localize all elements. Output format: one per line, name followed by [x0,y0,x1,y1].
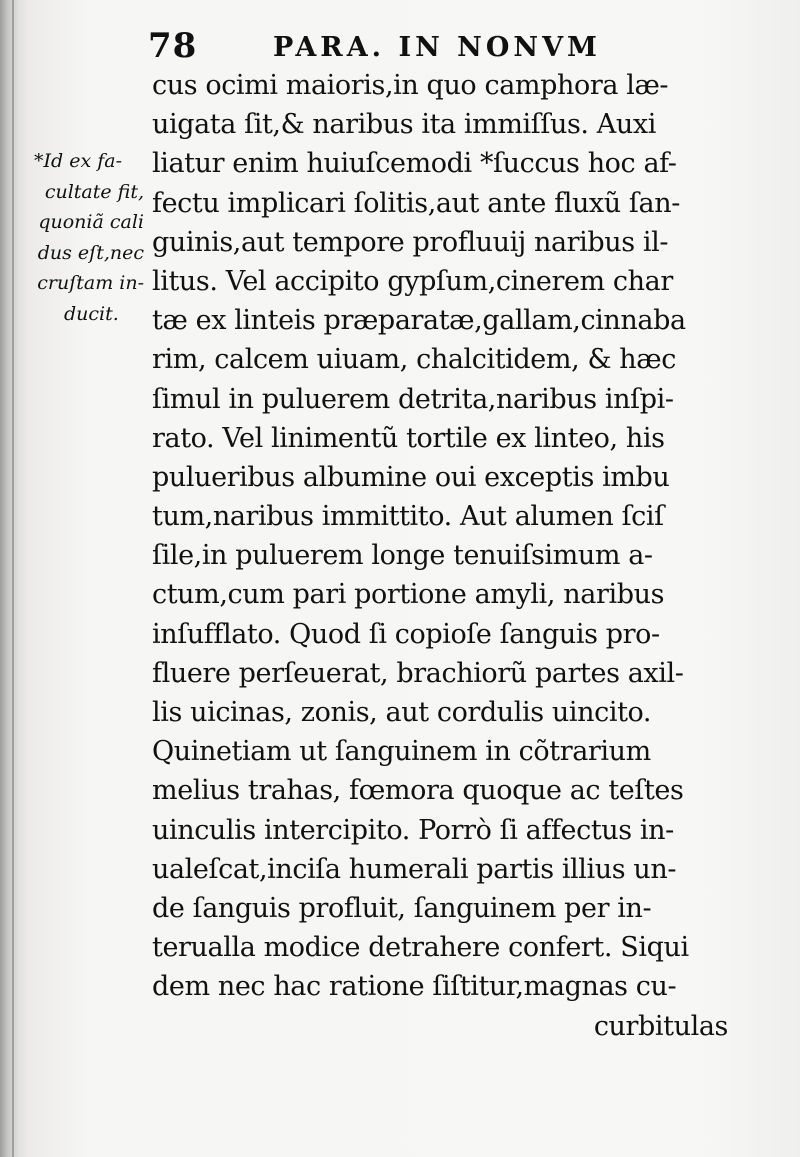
marginal-note-line: ducit. [64,302,119,325]
text-line: ctum,cum pari portione amyli, naribus [152,579,665,611]
text-line: rim, calcem uiuam, chalcitidem, & hæc [152,344,676,376]
text-line: tum,naribus immittito. Aut alumen ſciſ [152,501,664,533]
page-header [148,26,668,70]
text-line: melius trahas, fœmora quoque ac teſtes [152,775,684,807]
text-line: guinis,aut tempore profluuij naribus il- [152,226,669,258]
body-text [152,66,742,1046]
text-line: tæ ex linteis præparatæ,gallam,cinnaba [152,305,686,337]
text-line: uinculis intercipito. Porrò ſi affectus in- [152,814,674,846]
text-line: terualla modice detrahere confert. Siqui [152,932,689,964]
text-line: lis uicinas, zonis, aut cordulis uincito. [152,697,652,728]
text-line: litus. Vel accipito gypſum,cinerem char [152,265,673,297]
text-line: pulueribus albumine oui exceptis imbu [152,461,670,493]
text-line: de ſanguis profluit, ſanguinem per in- [152,892,652,924]
text-line: dem nec hac ratione ſiſtitur,magnas cu- [152,971,677,1003]
marginal-note-line: quoniã cali [38,211,144,233]
running-head: PARA. IN NONVM [273,32,601,63]
text-line: rato. Vel linimentũ tortile ex linteo, his [152,422,665,454]
text-line: fluere perſeuerat, brachiorũ partes axil- [152,657,684,689]
catchword-line: curbitulas [593,1010,728,1042]
text-line: inſufflato. Quod ſi copioſe ſanguis pro- [152,618,660,650]
text-line: fectu implicari ſolitis,aut ante fluxũ ſan- [152,187,680,219]
text-line: ſimul in puluerem detrita,naribus inſpi- [152,383,674,415]
gutter-edge-line [12,0,14,1157]
text-line: cus ocimi maioris,in quo camphora læ- [152,70,669,101]
marginal-note-line: *Id ex fa- [34,150,122,172]
text-line: uigata ſit,& naribus ita immiſſus. Auxi [152,109,656,141]
marginal-note [16,146,144,329]
page-number: 78 [148,26,198,66]
marginal-note-line: dus eſt,nec [37,241,144,264]
text-line: liatur enim huiuſcemodi *ſuccus hoc af- [152,148,677,180]
marginal-note-line: cruſtam in- [37,272,144,294]
text-line: ſile,in puluerem longe tenuiſsimum a- [152,540,653,572]
text-line: ualeſcat,inciſa humerali partis illius un- [152,853,677,885]
text-line: Quinetiam ut ſanguinem in cõtrarium [152,736,651,768]
marginal-note-line: cultate fit, [44,180,144,203]
